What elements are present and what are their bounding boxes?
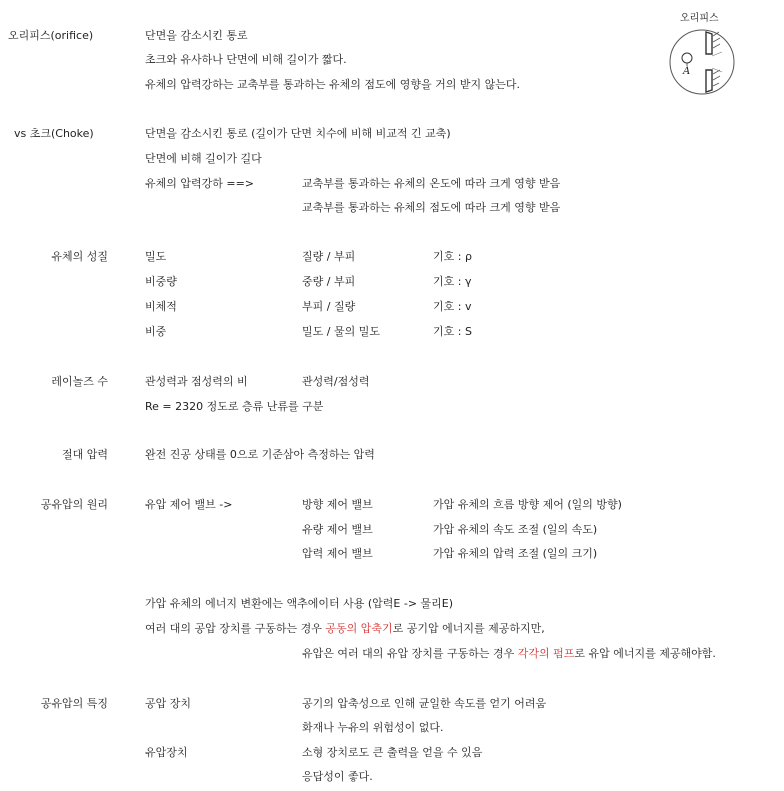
reynolds-ratio: 관성력/점성력 [302, 375, 370, 388]
choke-pressure-effect: 교축부를 통과하는 유체의 점도에 따라 크게 영향 받음 [302, 201, 561, 214]
fluid-properties-heading: 유체의 성질 [51, 250, 108, 263]
pneumatic-highlight: 공동의 압축기 [325, 622, 393, 635]
absolute-pressure-text: 완전 진공 상태를 0으로 기준삼아 측정하는 압력 [145, 448, 375, 461]
property-name: 비중량 [145, 275, 177, 288]
pneumatic-label: 공압 장치 [145, 697, 192, 710]
reynolds-definition: 관성력과 점성력의 비 [145, 375, 248, 388]
property-name: 비체적 [145, 300, 177, 313]
choke-pressure-label: 유체의 압력강하 ==> [145, 177, 255, 190]
hydraulic-line-text: 유압은 여러 대의 유압 장치를 구동하는 경우 [302, 647, 518, 660]
property-formula: 부피 / 질량 [302, 300, 356, 313]
orifice-figure-title: 오리피스 [680, 13, 719, 24]
choke-line: 단면에 비해 길이가 길다 [145, 152, 262, 165]
orifice-line: 유체의 압력강하는 교축부를 통과하는 유체의 점도에 영향을 거의 받지 않는다. [145, 78, 520, 91]
property-name: 밀도 [145, 250, 167, 263]
orifice-line: 단면을 감소시킨 통로 [145, 29, 248, 42]
orifice-diagram-icon [668, 26, 740, 98]
feature-item: 공기의 압축성으로 인해 균일한 속도를 얻기 어려움 [302, 697, 547, 710]
feature-item: 화재나 누유의 위험성이 없다. [302, 721, 444, 734]
orifice-figure-label: A [683, 66, 691, 77]
property-symbol: 기호 : S [433, 325, 472, 338]
hydraulic-label: 유압장치 [145, 746, 188, 759]
choke-heading: vs 초크(Choke) [14, 127, 94, 140]
hydraulic-line [302, 647, 716, 661]
orifice-line: 초크와 유사하나 단면에 비해 길이가 짧다. [145, 53, 347, 66]
property-formula: 밀도 / 물의 밀도 [302, 325, 380, 338]
features-heading: 공유압의 특징 [40, 697, 108, 710]
pneumatic-line [145, 622, 545, 636]
valve-desc: 가압 유체의 속도 조절 (일의 속도) [433, 523, 598, 536]
property-name: 비중 [145, 325, 167, 338]
orifice-figure [668, 12, 740, 98]
choke-line: 단면을 감소시킨 통로 (길이가 단면 치수에 비해 비교적 긴 교축) [145, 127, 451, 140]
valve-desc: 가압 유체의 흐름 방향 제어 (일의 방향) [433, 498, 622, 511]
property-symbol: 기호 : v [433, 300, 472, 313]
pneumatic-line-text: 여러 대의 공압 장치를 구동하는 경우 [145, 622, 326, 635]
property-symbol: 기호 : ρ [433, 250, 472, 263]
reynolds-heading: 레이놀즈 수 [51, 375, 108, 388]
property-formula: 중량 / 부피 [302, 275, 356, 288]
property-symbol: 기호 : γ [433, 275, 472, 288]
property-formula: 질량 / 부피 [302, 250, 356, 263]
reynolds-note: Re = 2320 정도로 층류 난류를 구분 [145, 400, 324, 413]
valve-name: 유량 제어 밸브 [302, 523, 373, 536]
valve-desc: 가압 유체의 압력 조절 (일의 크기) [433, 547, 598, 560]
principle-heading: 공유압의 원리 [40, 498, 108, 511]
valve-label: 유압 제어 밸브 -> [145, 498, 233, 511]
energy-note: 가압 유체의 에너지 변환에는 액추에이터 사용 (압력E -> 물리E) [145, 597, 454, 610]
feature-item: 소형 장치로도 큰 출력을 얻을 수 있음 [302, 746, 483, 759]
valve-name: 방향 제어 밸브 [302, 498, 373, 511]
choke-pressure-effect: 교축부를 통과하는 유체의 온도에 따라 크게 영향 받음 [302, 177, 561, 190]
valve-name: 압력 제어 밸브 [302, 547, 373, 560]
absolute-pressure-heading: 절대 압력 [61, 448, 108, 461]
orifice-heading: 오리피스(orifice) [8, 29, 94, 42]
hydraulic-highlight: 각각의 펌프 [517, 647, 575, 660]
pneumatic-line-text: 로 공기압 에너지를 제공하지만, [392, 622, 545, 635]
hydraulic-line-text: 로 유압 에너지를 제공해야함. [574, 647, 716, 660]
feature-item: 응답성이 좋다. [302, 770, 373, 783]
